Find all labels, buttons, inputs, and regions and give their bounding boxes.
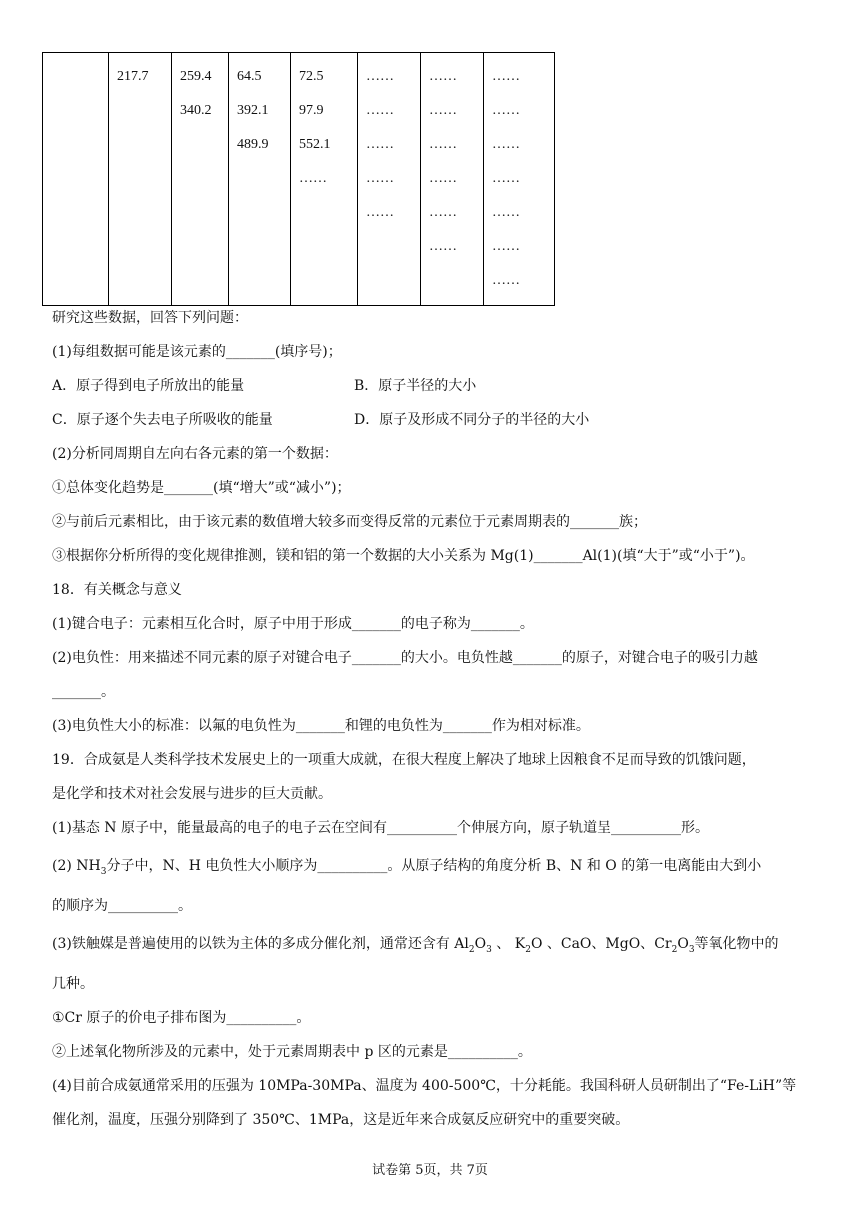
table-value: …… [492,69,520,84]
table-value: 64.5 [237,69,262,84]
question-2-1: ①总体变化趋势是_______(填“增大”或“减小”)； [52,480,351,496]
table-value: …… [492,137,520,152]
formula-text: O [677,936,689,952]
formula-subscript: 2 [468,944,475,955]
table-value: …… [429,171,457,186]
separator: 、CaO、MgO、 [542,936,655,952]
table-value: …… [299,171,327,186]
data-table [42,52,555,306]
formula-text: O [530,936,543,952]
table-value: …… [429,137,457,152]
option-c: C．原子逐个失去电子所吸收的能量 [52,412,273,428]
option-a: A．原子得到电子所放出的能量 [52,378,245,394]
table-value: 489.9 [237,137,269,152]
problem-19-1: (1)基态 N 原子中，能量最高的电子的电子云在空间有__________个伸展方向，原子轨道呈__________形。 [52,820,709,836]
problem-19-3 [52,934,779,960]
formula-subscript: 3 [100,866,107,877]
problem-19-2-text: 分子中，N、H 电负性大小顺序为__________。从原子结构的角度分析 B、N 和 O 的第一电离能由大到小 [106,858,762,874]
table-cell [291,53,358,306]
formula-text: Cr [654,936,672,952]
intro-text: 研究这些数据，回答下列问题： [52,310,248,326]
table-value: …… [366,69,394,84]
formula-text: Al [454,936,469,952]
table-value: 392.1 [237,103,269,118]
problem-19-3-1: ①Cr 原子的价电子排布图为__________。 [52,1010,311,1026]
table-value: …… [492,171,520,186]
problem-19-stem-cont: 是化学和技术对社会发展与进步的巨大贡献。 [52,786,332,802]
table-cell [421,53,484,306]
separator: 、 [491,936,515,952]
formula-subscript: 2 [671,944,678,955]
problem-19-3-cont: 几种。 [52,976,94,992]
question-2-3: ③根据你分析所得的变化规律推测，镁和铝的第一个数据的大小关系为 Mg(1)_______Al(1)(填“大于”或“小于”)。 [52,548,755,564]
problem-19-4: (4)目前合成氨通常采用的压强为 10MPa-30MPa、温度为 400-500℃，十分耗能。我国科研人员研制出了“Fe-LiH”等 [52,1078,797,1094]
table-cell [484,53,555,306]
option-d: D．原子及形成不同分子的半径的大小 [354,412,590,428]
table-cell [229,53,291,306]
table-value: 340.2 [180,103,212,118]
table-cell [109,53,172,306]
problem-19-3-suffix: 等氧化物中的 [694,936,779,952]
formula-nh3 [76,858,107,877]
table-value: 552.1 [299,137,331,152]
table-value: …… [366,103,394,118]
question-2: (2)分析同周期自左向右各元素的第一个数据： [52,446,338,462]
formula-al2o3 [454,936,492,955]
table-value: …… [429,205,457,220]
question-2-2: ②与前后元素相比，由于该元素的数值增大较多而变得反常的元素位于元素周期表的_______族； [52,514,647,530]
table-value: …… [492,273,520,288]
problem-18-2: (2)电负性：用来描述不同元素的原子对键合电子_______的大小。电负性越_______的原子，对键合电子的吸引力越 [52,650,758,666]
problem-19-3-prefix: (3)铁触媒是普遍使用的以铁为主体的多成分催化剂，通常还含有 [52,936,455,952]
table-value: 217.7 [117,69,149,84]
table-value: …… [366,171,394,186]
problem-19-stem: 19．合成氨是人类科学技术发展史上的一项重大成就，在很大程度上解决了地球上因粮食不足而导致的饥饿问题， [52,752,756,768]
table-value: …… [429,103,457,118]
problem-18-1: (1)键合电子：元素相互化合时，原子中用于形成_______的电子称为_______。 [52,616,534,632]
table-row [43,53,555,306]
table-value: …… [492,103,520,118]
problem-19-2-prefix: (2) [52,858,77,874]
table-value: …… [366,137,394,152]
table-value: …… [492,205,520,220]
problem-19-2-cont: 的顺序为__________。 [52,898,192,914]
formula-cr2o3 [654,936,695,955]
problem-18-3: (3)电负性大小的标准：以氟的电负性为_______和锂的电负性为_______作为相对标准。 [52,718,590,734]
table-value: 97.9 [299,103,324,118]
problem-19-2 [52,856,761,882]
problem-19-3-2: ②上述氧化物所涉及的元素中，处于元素周期表中 p 区的元素是__________。 [52,1044,532,1060]
formula-text: O [474,936,487,952]
table-cell [172,53,229,306]
table-value: …… [492,239,520,254]
formula-text: K [514,936,526,952]
table-cell [43,53,109,306]
table-value: 72.5 [299,69,324,84]
problem-18-2-cont: _______。 [52,684,115,700]
table-value: …… [366,205,394,220]
problem-19-4-cont: 催化剂，温度，压强分别降到了 350℃、1MPa，这是近年来合成氨反应研究中的重要突破。 [52,1112,630,1128]
table-cell [358,53,421,306]
formula-subscript: 3 [688,944,695,955]
question-1: (1)每组数据可能是该元素的_______(填序号)； [52,344,342,360]
formula-subscript: 2 [525,944,531,955]
formula-k2o [514,936,543,955]
table-value: …… [429,239,457,254]
formula-text: NH [76,858,101,874]
formula-subscript: 3 [486,944,492,955]
option-b: B．原子半径的大小 [354,378,477,394]
problem-18-title: 18．有关概念与意义 [52,582,182,598]
page-footer: 试卷第 5页，共 7页 [372,1163,488,1178]
table-value: …… [429,69,457,84]
table-value: 259.4 [180,69,212,84]
